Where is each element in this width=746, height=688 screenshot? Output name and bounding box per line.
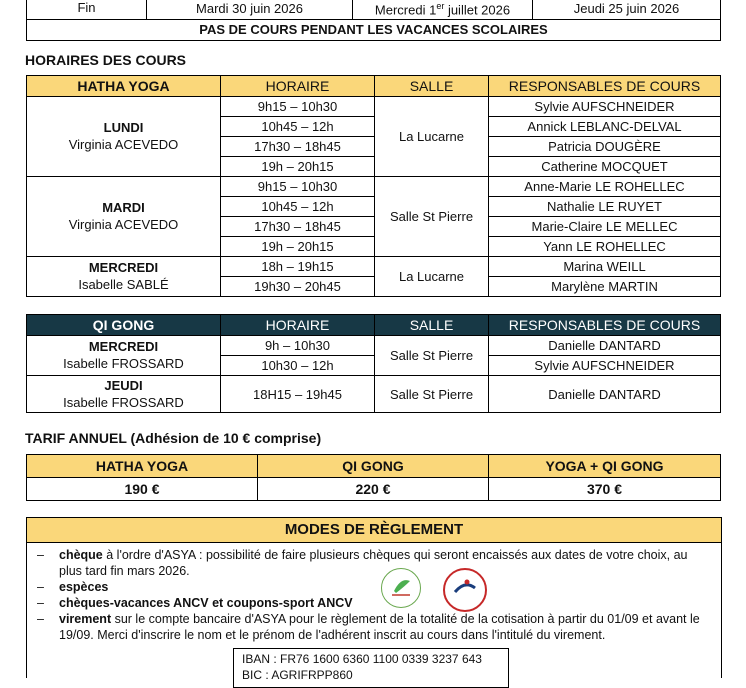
- tarif-title: TARIF ANNUEL (Adhésion de 10 € comprise): [25, 430, 322, 446]
- responsible-cell: Danielle DANTARD: [489, 376, 721, 413]
- responsible-cell: Catherine MOCQUET: [489, 157, 721, 177]
- tarif-table: [26, 454, 721, 501]
- sport-figure-icon: [445, 570, 485, 610]
- calendar-notice: PAS DE COURS PENDANT LES VACANCES SCOLAIRES: [27, 20, 721, 41]
- calendar-label: Fin: [27, 0, 147, 20]
- table-row: [27, 336, 721, 356]
- responsible-cell: Patricia DOUGÈRE: [489, 137, 721, 157]
- time-cell: 10h45 – 12h: [221, 197, 375, 217]
- qigong-header-course: QI GONG: [27, 315, 221, 336]
- day-cell: MARDI Virginia ACEVEDO: [27, 177, 221, 257]
- list-item: – virement sur le compte bancaire d'ASYA pour le règlement de la totalité de la cotisation à partir du 01/09 et avant le 19/09. Merci d'inscrire le nom et le prénom de l'adhérent inscrit au cours dans l'intitulé du virement.: [37, 611, 721, 643]
- table-row: [27, 177, 721, 197]
- responsible-cell: Marylène MARTIN: [489, 277, 721, 297]
- time-cell: 18H15 – 19h45: [221, 376, 375, 413]
- hatha-yoga-table: [26, 75, 721, 297]
- tarif-header-combo: YOGA + QI GONG: [489, 455, 721, 478]
- day-cell: LUNDI Virginia ACEVEDO: [27, 97, 221, 177]
- price-qigong: 220 €: [258, 478, 489, 501]
- qi-gong-table: [26, 314, 721, 413]
- tarif-header-hatha: HATHA YOGA: [27, 455, 258, 478]
- room-cell: Salle St Pierre: [375, 177, 489, 257]
- hatha-header-horaire: HORAIRE: [221, 76, 375, 97]
- time-cell: 19h – 20h15: [221, 237, 375, 257]
- table-row: [27, 97, 721, 117]
- calendar-table: [26, 0, 721, 41]
- responsible-cell: Nathalie LE RUYET: [489, 197, 721, 217]
- time-cell: 9h – 10h30: [221, 336, 375, 356]
- table-row: [27, 257, 721, 277]
- responsible-cell: Yann LE ROHELLEC: [489, 237, 721, 257]
- day-cell: MERCREDI Isabelle FROSSARD: [27, 336, 221, 376]
- time-cell: 19h30 – 20h45: [221, 277, 375, 297]
- room-cell: La Lucarne: [375, 97, 489, 177]
- time-cell: 18h – 19h15: [221, 257, 375, 277]
- ancv-cheque-vacances-logo: [381, 568, 421, 608]
- time-cell: 19h – 20h15: [221, 157, 375, 177]
- qigong-header-horaire: HORAIRE: [221, 315, 375, 336]
- responsible-cell: Marie-Claire LE MELLEC: [489, 217, 721, 237]
- responsible-cell: Danielle DANTARD: [489, 336, 721, 356]
- day-cell: MERCREDI Isabelle SABLÉ: [27, 257, 221, 297]
- time-cell: 10h45 – 12h: [221, 117, 375, 137]
- tarif-header-row: [27, 455, 721, 478]
- hatha-header-course: HATHA YOGA: [27, 76, 221, 97]
- bic-text: BIC : AGRIFRPP860: [242, 668, 353, 682]
- payment-modes-list: [27, 543, 721, 643]
- time-cell: 17h30 – 18h45: [221, 217, 375, 237]
- hatha-header-salle: SALLE: [375, 76, 489, 97]
- room-cell: Salle St Pierre: [375, 336, 489, 376]
- qigong-header-responsables: RESPONSABLES DE COURS: [489, 315, 721, 336]
- tarif-price-row: [27, 478, 721, 501]
- iban-text: IBAN : FR76 1600 6360 1100 0339 3237 643: [242, 652, 482, 666]
- price-combo: 370 €: [489, 478, 721, 501]
- leaf-icon: [382, 569, 420, 607]
- payment-modes-title: MODES DE RÈGLEMENT: [27, 518, 721, 543]
- time-cell: 10h30 – 12h: [221, 356, 375, 376]
- day-cell: JEUDI Isabelle FROSSARD: [27, 376, 221, 413]
- room-cell: Salle St Pierre: [375, 376, 489, 413]
- tarif-header-qigong: QI GONG: [258, 455, 489, 478]
- ancv-coupon-sport-logo: [443, 568, 487, 612]
- table-row: [27, 376, 721, 413]
- iban-box: [233, 648, 509, 688]
- horaires-title: HORAIRES DES COURS: [25, 52, 187, 68]
- responsible-cell: Sylvie AUFSCHNEIDER: [489, 356, 721, 376]
- calendar-end-row: [27, 0, 721, 20]
- time-cell: 9h15 – 10h30: [221, 97, 375, 117]
- time-cell: 17h30 – 18h45: [221, 137, 375, 157]
- hatha-header-responsables: RESPONSABLES DE COURS: [489, 76, 721, 97]
- calendar-notice-row: [27, 20, 721, 41]
- qigong-header-salle: SALLE: [375, 315, 489, 336]
- responsible-cell: Anne-Marie LE ROHELLEC: [489, 177, 721, 197]
- calendar-date-wednesday: Mercredi 1er juillet 2026: [353, 0, 533, 20]
- room-cell: La Lucarne: [375, 257, 489, 297]
- list-item: – espèces: [37, 579, 721, 595]
- time-cell: 9h15 – 10h30: [221, 177, 375, 197]
- calendar-date-thursday: Jeudi 25 juin 2026: [533, 0, 721, 20]
- list-item: – chèque à l'ordre d'ASYA : possibilité de faire plusieurs chèques qui seront encaissés aux dates de votre choix, au plus tard fin mars 2026.: [37, 547, 721, 579]
- price-hatha: 190 €: [27, 478, 258, 501]
- list-item: – chèques-vacances ANCV et coupons-sport ANCV: [37, 595, 721, 611]
- calendar-date-tuesday: Mardi 30 juin 2026: [147, 0, 353, 20]
- responsible-cell: Marina WEILL: [489, 257, 721, 277]
- hatha-header-row: [27, 76, 721, 97]
- responsible-cell: Annick LEBLANC-DELVAL: [489, 117, 721, 137]
- qigong-header-row: [27, 315, 721, 336]
- responsible-cell: Sylvie AUFSCHNEIDER: [489, 97, 721, 117]
